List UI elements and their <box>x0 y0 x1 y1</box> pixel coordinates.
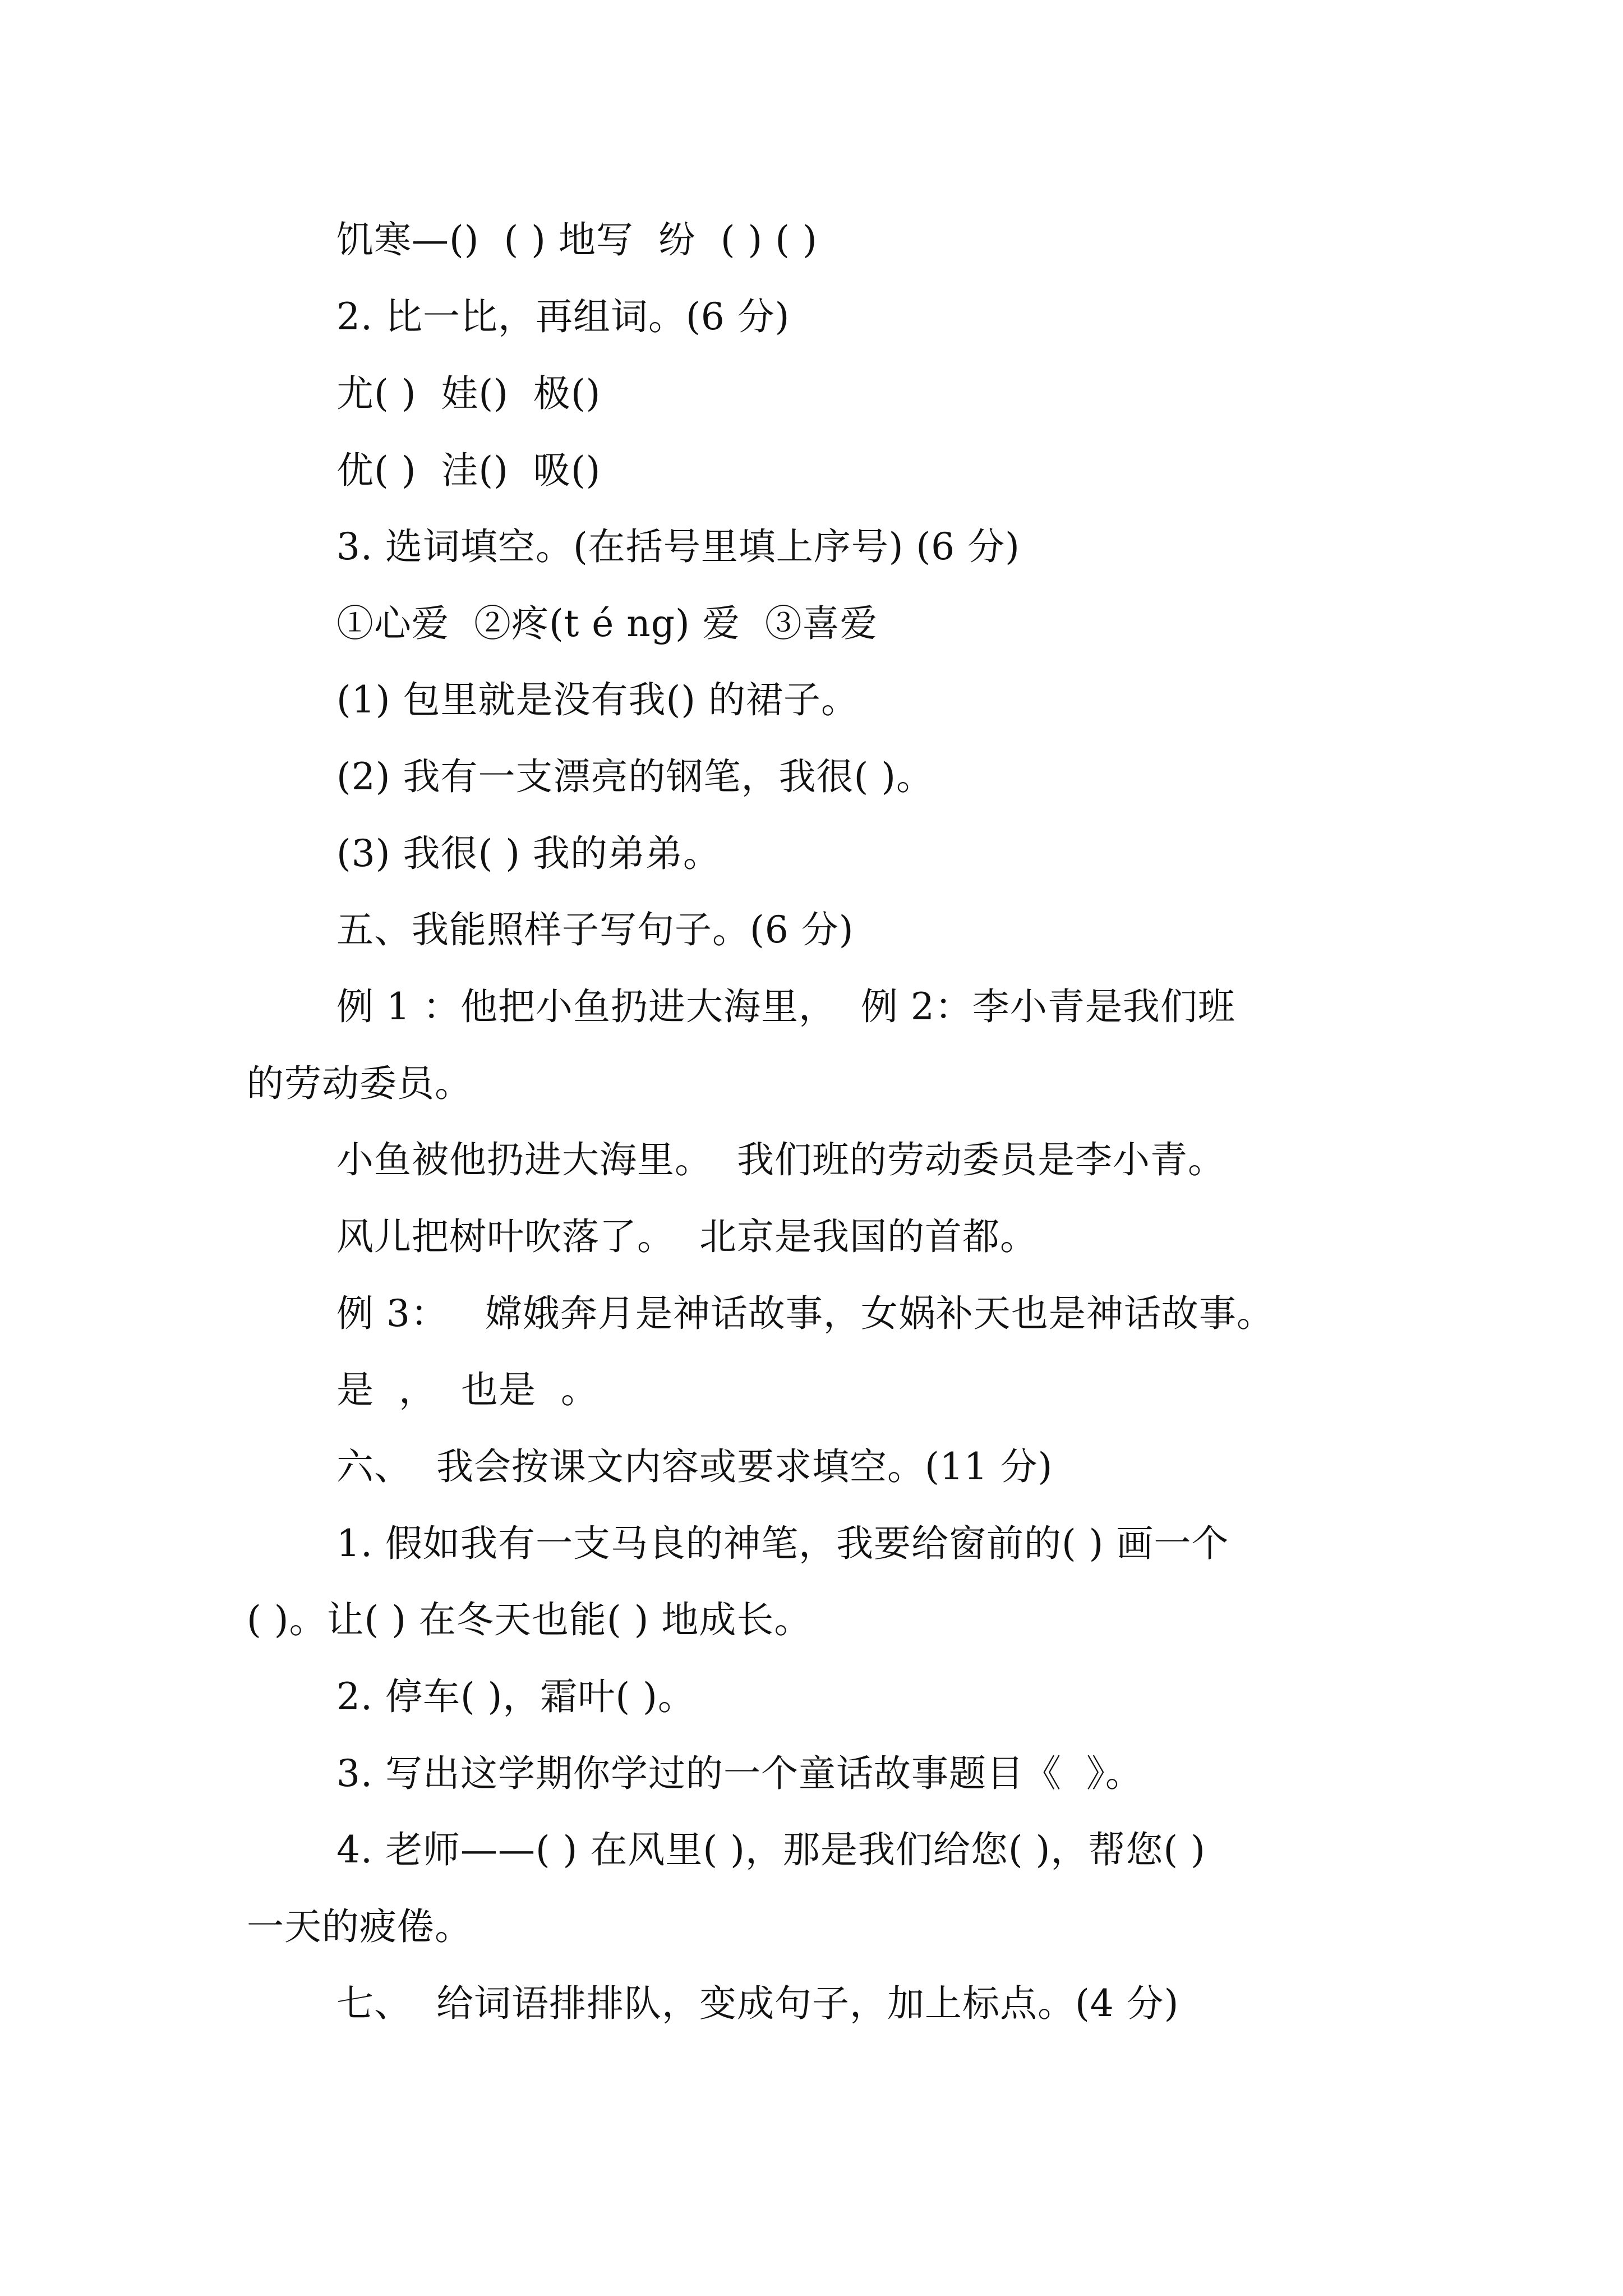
text-line: 3. 写出这学期你学过的一个童话故事题目《 》。 <box>336 1752 1143 1795</box>
text-line: 是 ， 也是 。 <box>336 1368 598 1411</box>
text-line: 例 1 ：他把小鱼扔进大海里， 例 2：李小青是我们班 <box>336 985 1235 1028</box>
text-line: (3) 我很( ) 我的弟弟。 <box>336 832 721 875</box>
section-heading: 六、 我会按课文内容或要求填空。(11 分) <box>336 1445 1053 1488</box>
text-line: 1. 假如我有一支马良的神笔，我要给窗前的( ) 画一个 <box>336 1522 1229 1565</box>
question-heading: 3. 选词填空。(在括号里填上序号) (6 分) <box>336 525 1020 568</box>
text-line: (1) 包里就是没有我() 的裙子。 <box>336 678 859 721</box>
text-line: ①心爱 ②疼(t é ng) 爱 ③喜爱 <box>336 602 878 645</box>
text-line: (2) 我有一支漂亮的钢笔，我很( )。 <box>336 755 934 798</box>
text-line: 尤( ) 娃() 极() <box>336 372 601 415</box>
text-line: 的劳动委员。 <box>247 1062 472 1105</box>
text-line: 小鱼被他扔进大海里。 我们班的劳动委员是李小青。 <box>336 1138 1225 1181</box>
section-heading: 五、我能照样子写句子。(6 分) <box>336 908 854 951</box>
text-line: 风儿把树叶吹落了。 北京是我国的首都。 <box>336 1215 1038 1258</box>
text-line: 4. 老师——( ) 在风里( )，那是我们给您( )，帮您( ) <box>336 1828 1206 1871</box>
text-line: ( )。让( ) 在冬天也能( ) 地成长。 <box>247 1598 812 1641</box>
text-line: 一天的疲倦。 <box>247 1905 472 1948</box>
text-line: 优( ) 洼() 吸() <box>336 449 601 492</box>
text-line: 2. 停车( )，霜叶( )。 <box>336 1675 695 1718</box>
text-line: 饥寒—() ( ) 地写 纷 ( ) ( ) <box>336 218 818 261</box>
section-heading: 七、 给词语排排队，变成句子，加上标点。(4 分) <box>336 1982 1179 2025</box>
question-heading: 2. 比一比，再组词。(6 分) <box>336 295 790 338</box>
text-line: 例 3： 嫦娥奔月是神话故事，女娲补天也是神话故事。 <box>336 1292 1274 1335</box>
